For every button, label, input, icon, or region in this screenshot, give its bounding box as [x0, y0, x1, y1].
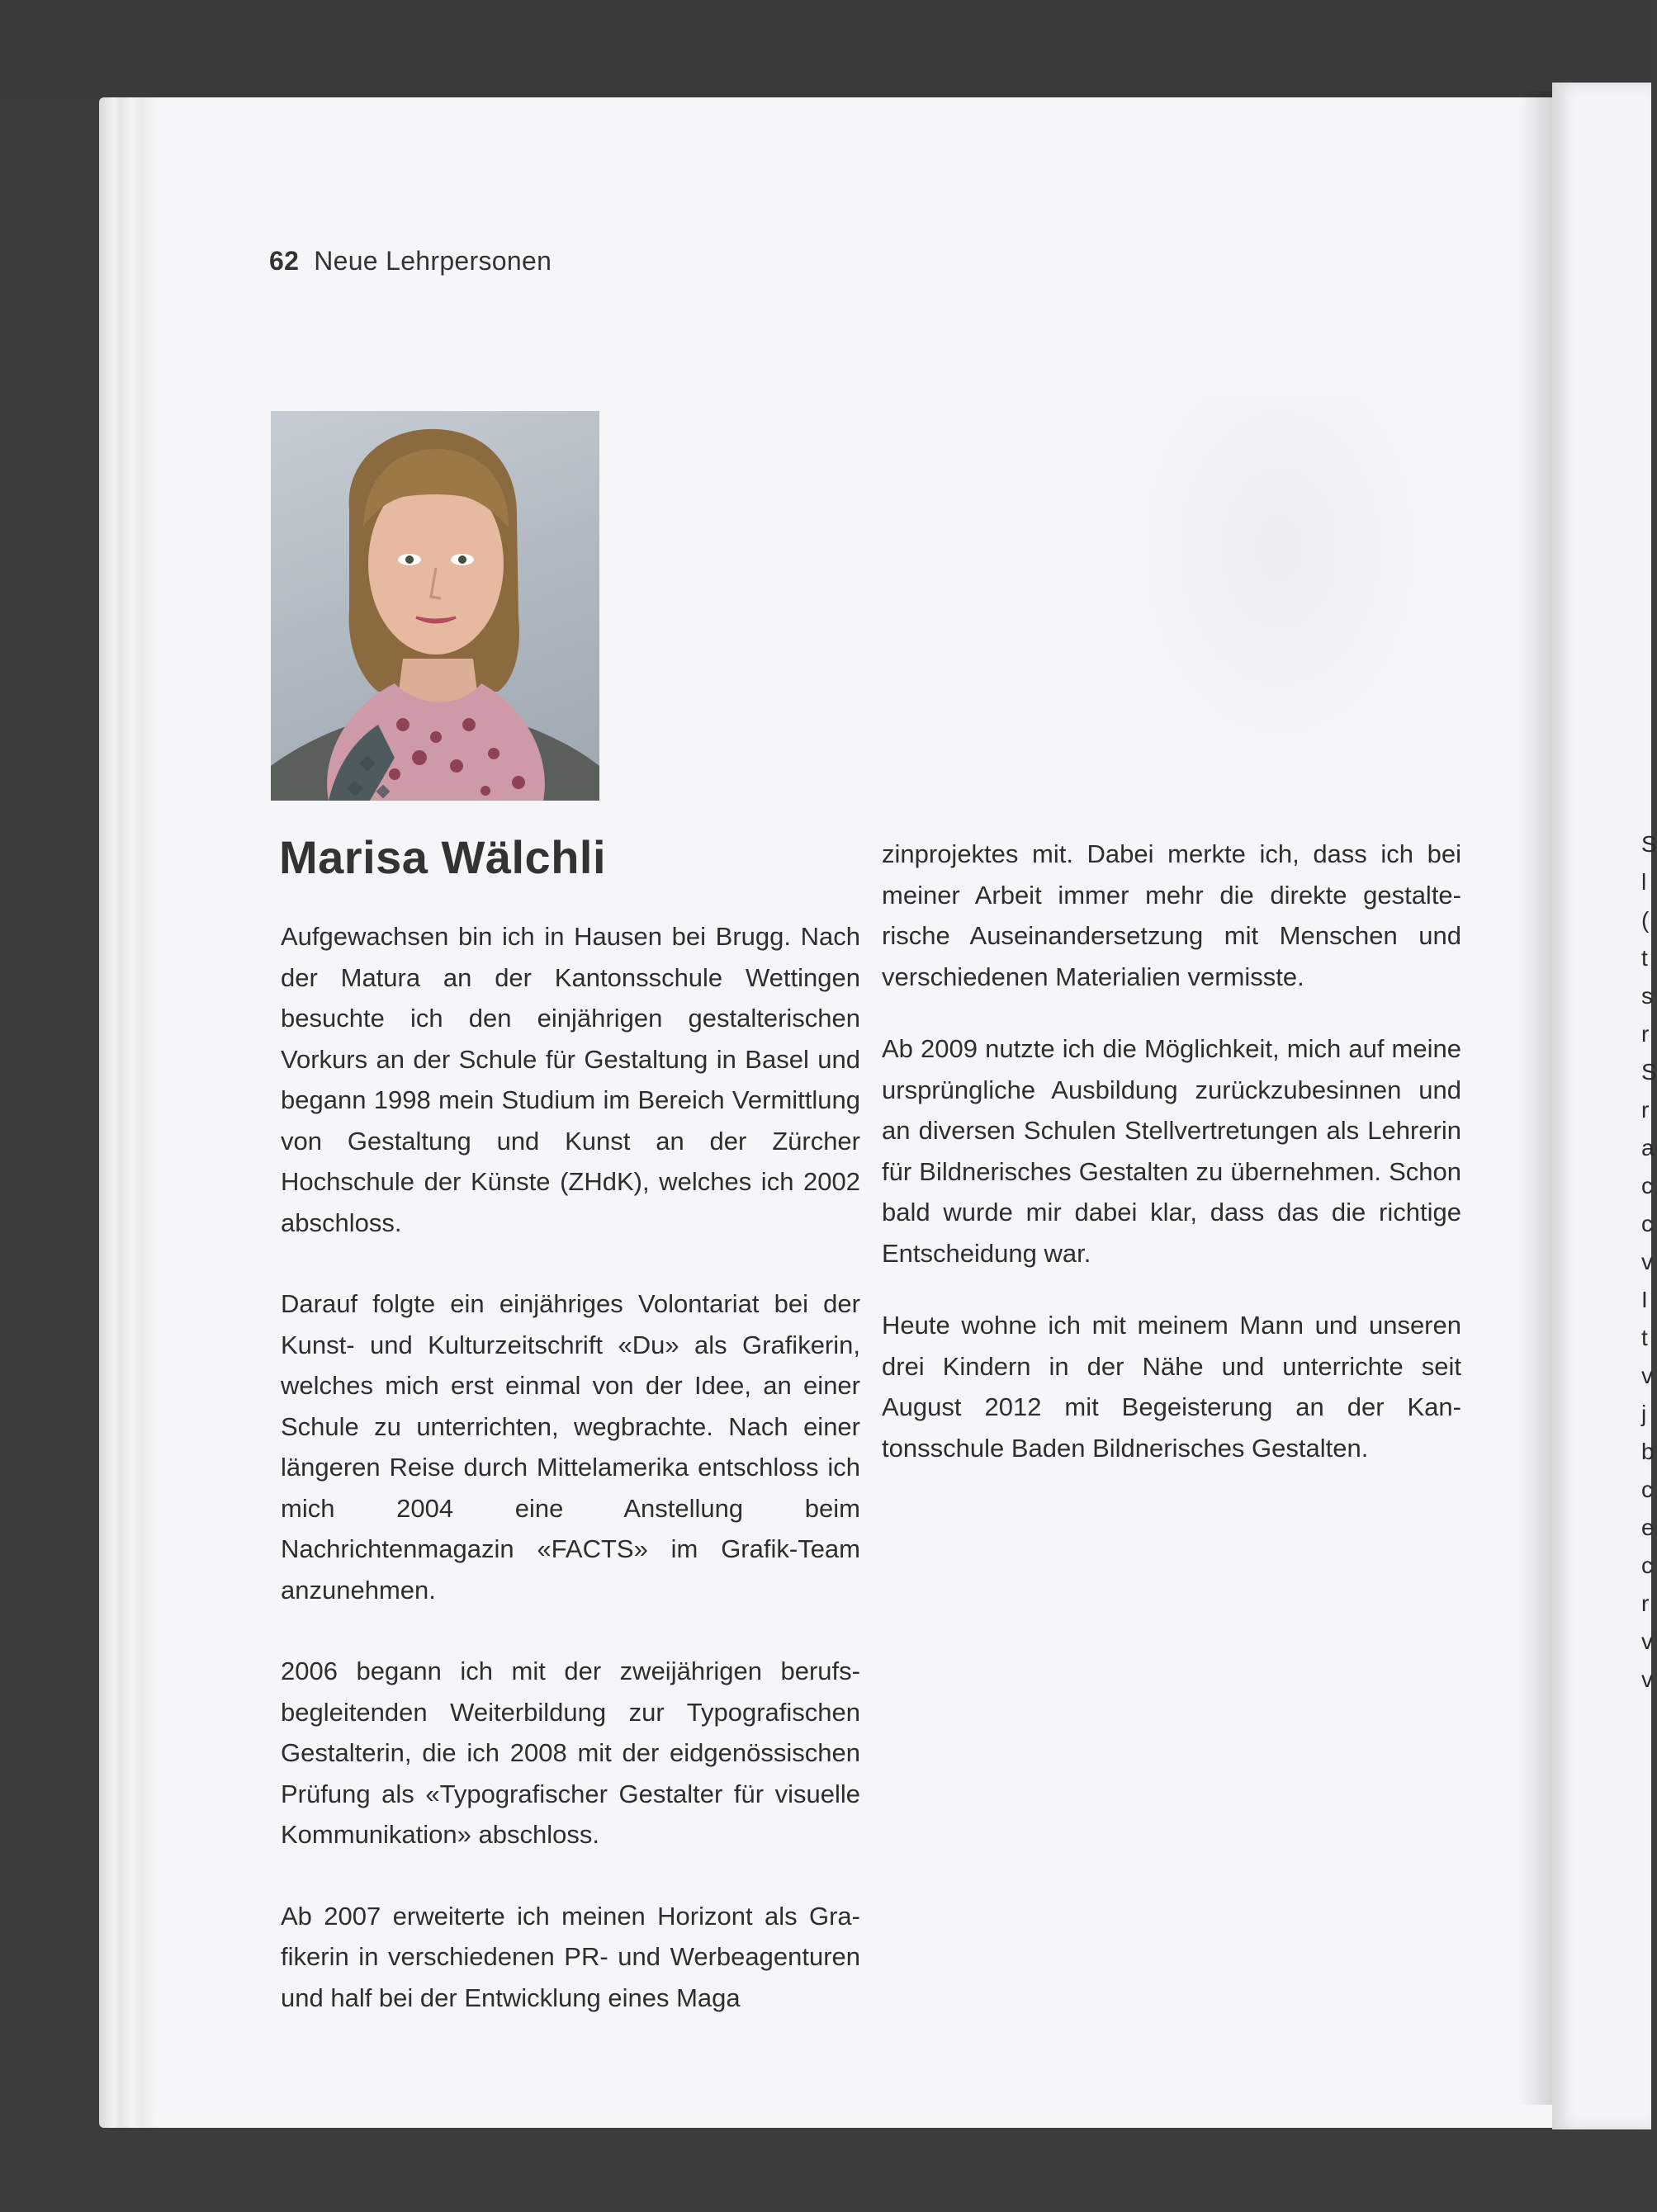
portrait-photo-icon [271, 411, 599, 801]
paragraph: 2006 begann ich mit der zweijährigen berufsbegleitenden Weiterbildung zur Typografischen Gestalterin, die ich 2008 mit der eidgenössischen Prüfung als «Typografischer Gestalter für visuelle Kommunikation» abschloss. [281, 1657, 860, 1849]
right-page-cut-text: S l ( t s r S r a c c v I t v j b c e c r v v [1641, 831, 1657, 1692]
paragraph: Heute wohne ich mit meinem Mann und unseren drei Kindern in der Nähe und unterrichte seit August 2012 mit Begeisterung an der Kantonsschule Baden Bildnerisches Gestalten. [882, 1311, 1461, 1463]
paragraph: Aufgewachsen bin ich in Hausen bei Brugg. Nach der Matura an der Kantonsschule Wettingen besuchte ich den einjährigen gestalterischen Vorkurs an der Schule für Gestaltung in Basel und begann 1998 mein Studium im Bereich Vermittlung von Gestaltung und Kunst an der Zürcher Hochschule der Künste (ZHdK), welches ich 2002 abschloss. [281, 922, 860, 1237]
scan-background [0, 0, 1651, 99]
paragraph: Ab 2009 nutzte ich die Möglichkeit, mich auf meine ursprüngliche Ausbildung zurückzubesinnen und an diversen Schulen Stellvertretungen als Lehrerin für Bildnerisches Gestalten zu übernehmen. Schon bald wurde mir dabei klar, dass das die richtige Entscheidung war. [882, 1034, 1461, 1268]
page-number: 62 [269, 246, 300, 276]
section-title: Neue Lehrpersonen [314, 246, 552, 276]
portrait-photo [271, 411, 599, 801]
show-through-ghost [1115, 396, 1445, 776]
text-column-left [281, 916, 860, 2018]
person-name: Marisa Wälchli [279, 831, 607, 883]
running-head [269, 246, 552, 276]
paragraph: Darauf folgte ein einjähriges Volontariat bei der Kunst- und Kulturzeitschrift «Du» als Grafikerin, welches mich erst einmal von der Idee, an einer Schule zu unterrichten, wegbrachte. Nach einer längeren Reise durch Mittelamerika entschloss ich mich 2004 eine Anstellung beim Nachrichtenmagazin «FACTS» im Grafik-Team anzunehmen. [281, 1289, 860, 1605]
text-column-right [882, 834, 1461, 1468]
paragraph: Ab 2007 erweiterte ich meinen Horizont als Grafikerin in verschiedenen PR- und Werbeagenturen und half bei der Entwicklung eines Maga [281, 1901, 860, 2012]
paragraph: zinprojektes mit. Dabei merkte ich, dass ich bei meiner Arbeit immer mehr die direkte gestalterische Auseinandersetzung mit Menschen und verschiedenen Materialien vermisste. [882, 839, 1461, 991]
right-page-edge [1552, 83, 1657, 2129]
